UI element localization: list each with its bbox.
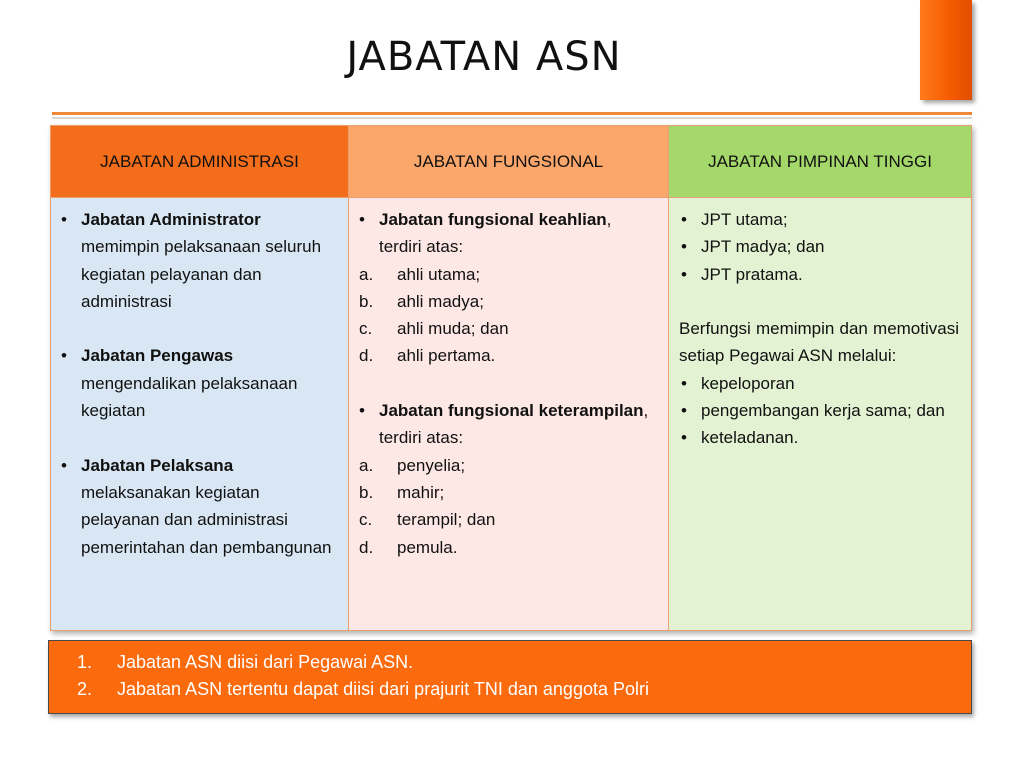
item-title: Jabatan Pengawas [81, 346, 234, 366]
item-text: , terdiri atas: [379, 401, 649, 448]
list-item [59, 452, 336, 561]
sub-list-item: c. terampil; dan [359, 510, 496, 530]
column-header: JABATAN FUNGSIONAL [349, 126, 668, 198]
sub-list-item: b. ahli madya; [359, 291, 484, 311]
list-item: • kepeloporan [679, 370, 959, 397]
sub-list-item: d. pemula. [359, 537, 458, 557]
bullet-icon: • [681, 373, 687, 393]
bullet-icon: • [61, 210, 67, 229]
column-administrasi [51, 126, 348, 630]
item-title: Jabatan fungsional keahlian [379, 210, 607, 229]
column-body [51, 198, 348, 561]
column-pimpinan-tinggi [668, 126, 971, 630]
list-item: • pengembangan kerja sama; dan [679, 397, 959, 424]
column-fungsional [348, 126, 668, 630]
sub-list-item: a. penyelia; [359, 455, 466, 475]
sub-list-item: b. mahir; [359, 482, 445, 502]
bullet-icon: • [681, 264, 687, 284]
bullet-icon: • [61, 346, 67, 366]
item-text: mengendalikan pelaksanaan kegiatan [81, 373, 298, 421]
bullet-icon: • [681, 428, 687, 448]
bullet-icon: • [359, 210, 365, 229]
title-divider-shadow [52, 117, 972, 119]
item-title: Jabatan Pelaksana [81, 455, 234, 475]
jabatan-table [50, 125, 972, 631]
sub-list-item: d. ahli pertama. [359, 346, 496, 366]
bullet-icon: • [681, 210, 687, 229]
item-title: Jabatan Administrator [81, 210, 261, 229]
column-header: JABATAN PIMPINAN TINGGI [669, 126, 971, 198]
item-text: , terdiri atas: [379, 210, 612, 257]
footer-note: 1. Jabatan ASN diisi dari Pegawai ASN. [77, 652, 414, 672]
item-text: memimpin pelaksanaan seluruh kegiatan pelayanan dan administrasi [81, 237, 322, 311]
list-item [357, 206, 656, 261]
corner-decoration [920, 0, 972, 100]
bullet-icon: • [61, 455, 67, 475]
bullet-icon: • [681, 237, 687, 257]
description-paragraph: Berfungsi memimpin dan memotivasi setiap Pegawai ASN melalui: [679, 319, 959, 366]
sub-list-item: c. ahli muda; dan [359, 319, 509, 339]
list-item [59, 206, 336, 315]
list-item: • JPT madya; dan [679, 233, 959, 260]
list-item: • JPT pratama. [679, 261, 959, 288]
item-text: melaksanakan kegiatan pelayanan dan administrasi pemerintahan dan pembangunan [81, 482, 332, 557]
column-body [349, 198, 668, 561]
footer-note: 2. Jabatan ASN tertentu dapat diisi dari prajurit TNI dan anggota Polri [77, 679, 649, 699]
sub-list-item: a. ahli utama; [359, 264, 481, 284]
title-divider [52, 112, 972, 115]
footer-notes [48, 640, 972, 714]
list-item [357, 397, 656, 452]
list-item [59, 342, 336, 424]
list-item: • keteladanan. [679, 424, 959, 451]
list-item: • JPT utama; [679, 206, 959, 233]
column-header: JABATAN ADMINISTRASI [51, 126, 348, 198]
page-title: JABATAN ASN [346, 34, 622, 80]
bullet-icon: • [681, 401, 687, 421]
bullet-icon: • [359, 401, 365, 421]
column-body [669, 198, 971, 452]
item-title: Jabatan fungsional keterampilan [379, 401, 644, 421]
